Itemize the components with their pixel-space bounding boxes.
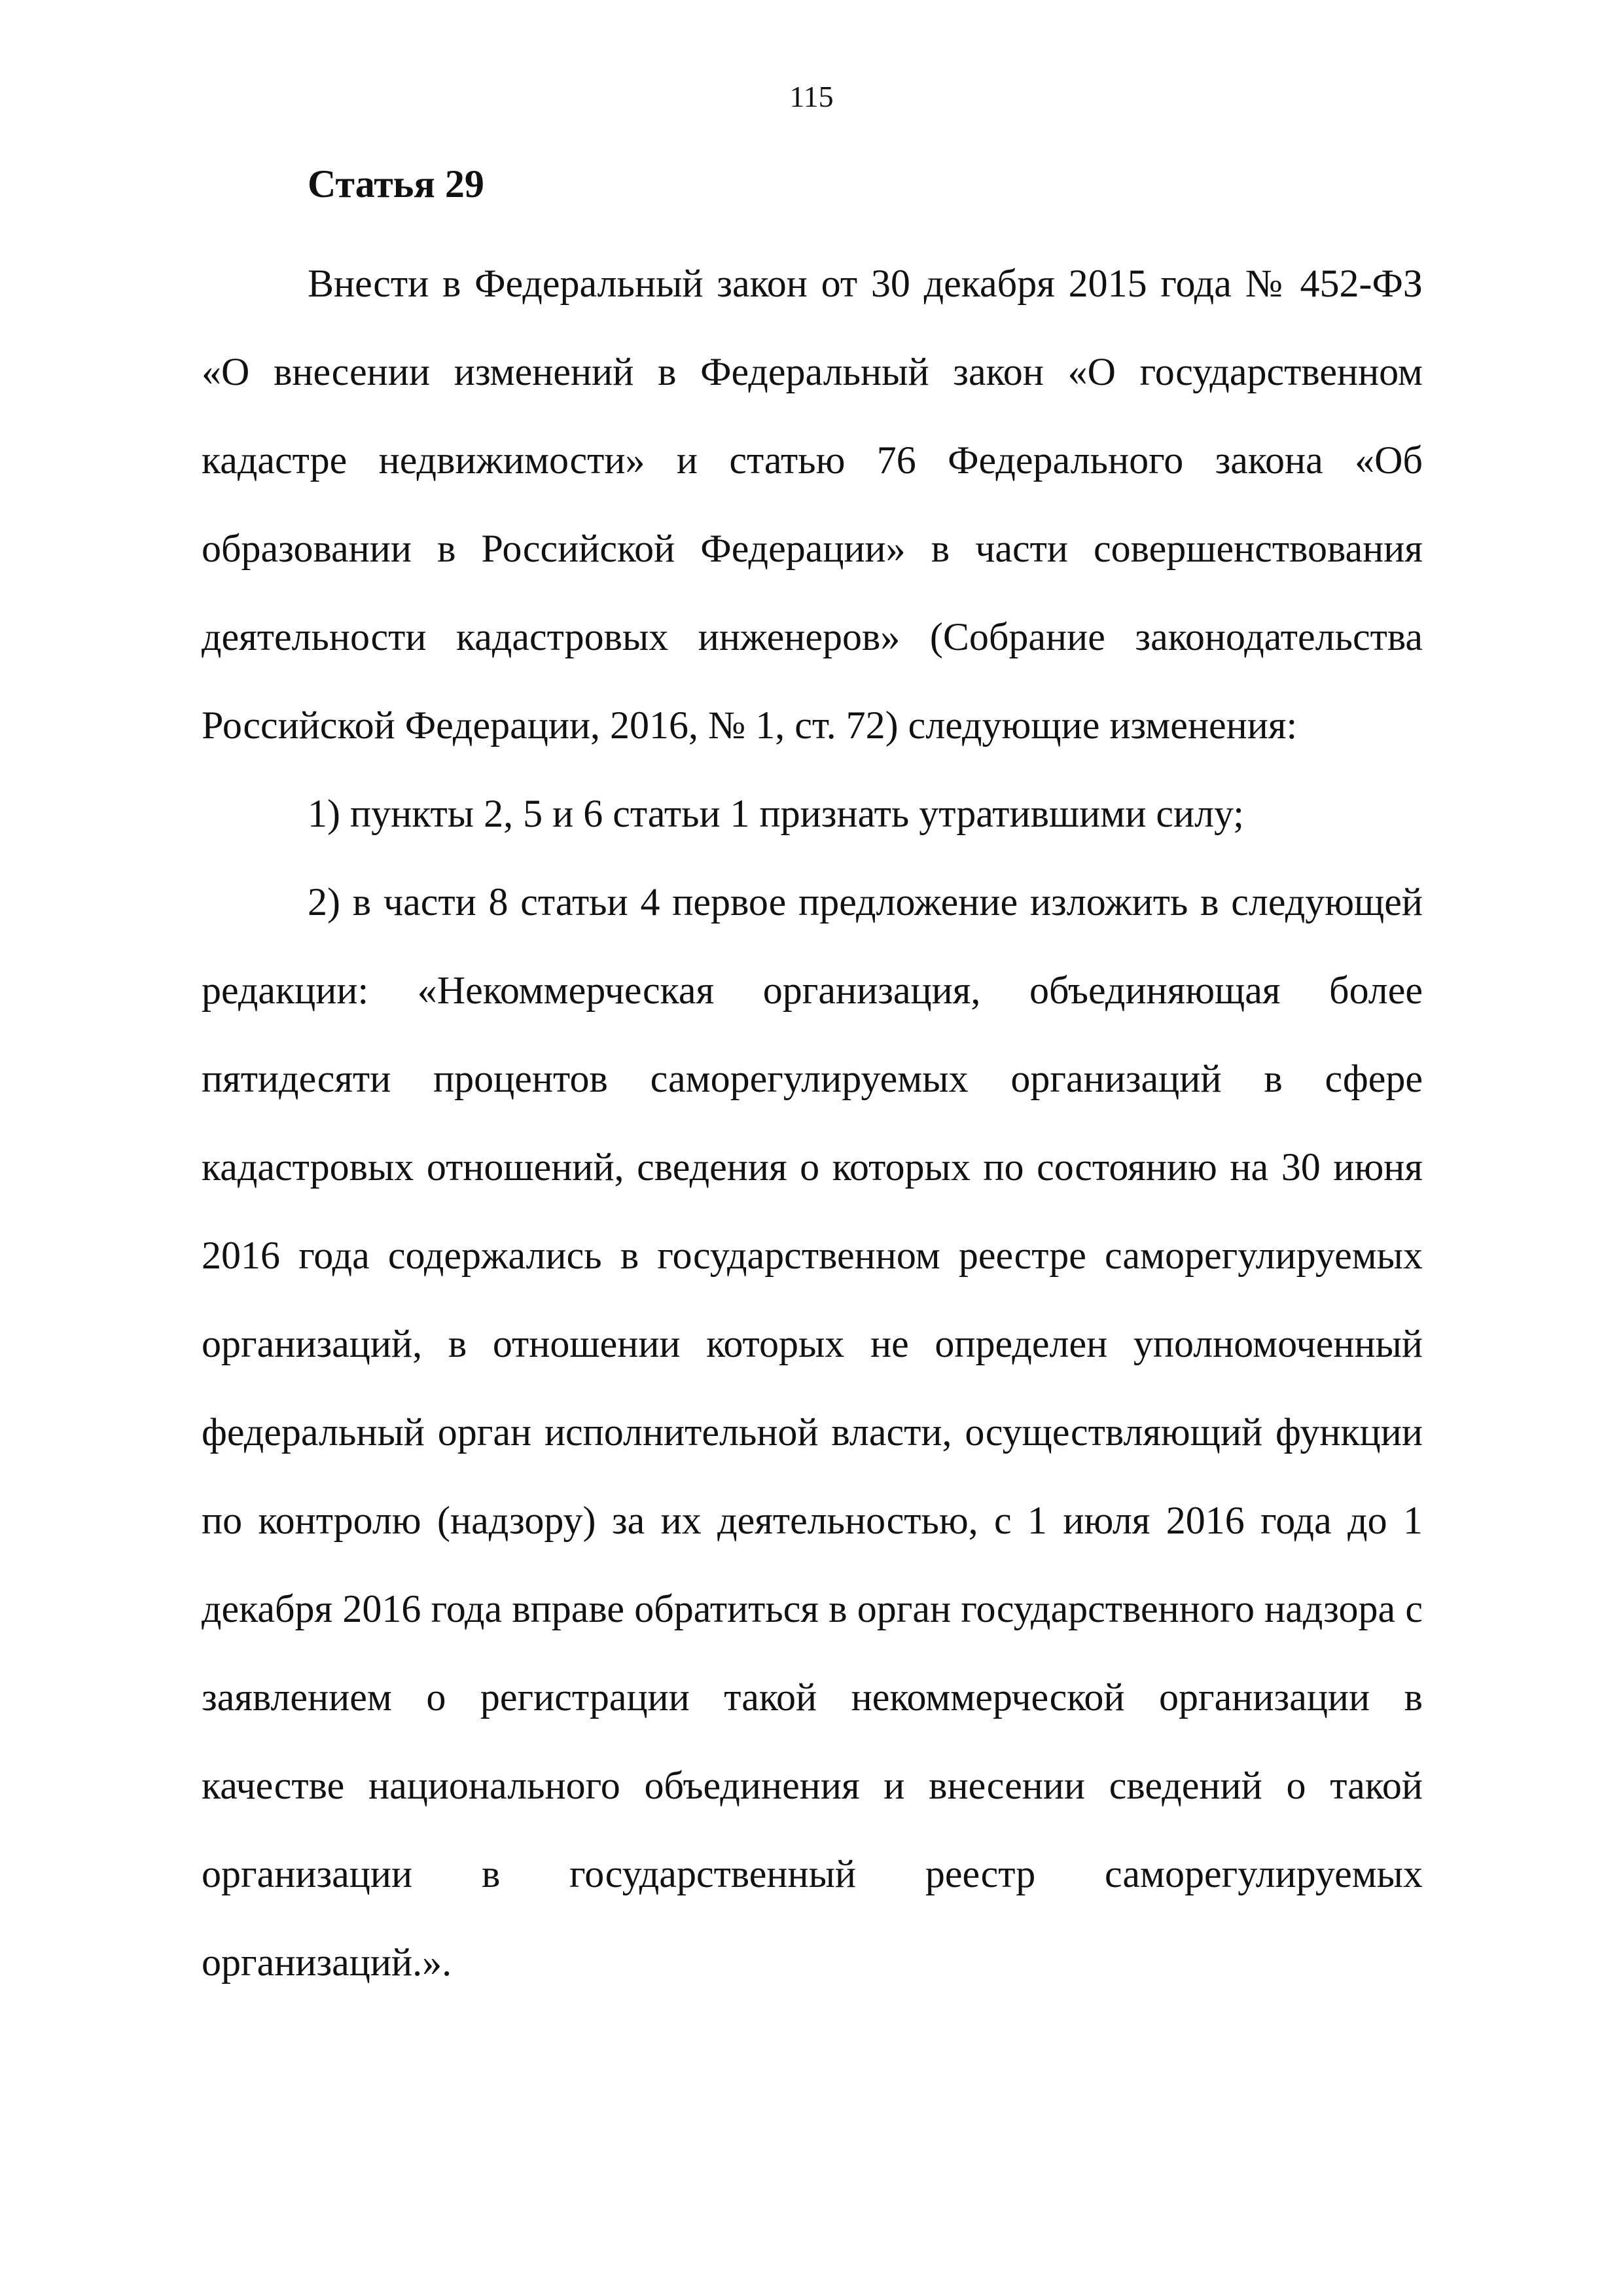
- paragraph-item-2: 2) в части 8 статьи 4 первое предложение изложить в следующей редакции: «Некоммерческая организация, объединяющая более пятидесяти процентов саморегулируемых организаций в сфере кадастровых отношений, сведения о которых по состоянию на 30 июня 2016 года содержались в государственном реестре саморегулируемых организаций, в отношении которых не определен уполномоченный федеральный орган исполнительной власти, осуществляющий функции по контролю (надзору) за их деятельностью, с 1 июля 2016 года до 1 декабря 2016 года вправе обратиться в орган государственного надзора с заявлением о регистрации такой некоммерческой организации в качестве национального объединения и внесении сведений о такой организации в государственный реестр саморегулируемых организаций.».: [202, 880, 1423, 1984]
- page-number: 115: [789, 80, 834, 113]
- paragraph-item-1: 1) пункты 2, 5 и 6 статьи 1 признать утратившими силу;: [308, 792, 1244, 835]
- paragraph-amendment-intro: Внести в Федеральный закон от 30 декабря 2015 года № 452-ФЗ «О внесении изменений в Федеральный закон «О государственном кадастре недвижимости» и статью 76 Федерального закона «Об образовании в Российской Федерации» в части совершенствования деятельности кадастровых инженеров» (Собрание законодательства Российской Федерации, 2016, № 1, ст. 72) следующие изменения:: [202, 262, 1423, 747]
- article-body: [202, 240, 1423, 2007]
- article-heading: Статья 29: [308, 162, 484, 206]
